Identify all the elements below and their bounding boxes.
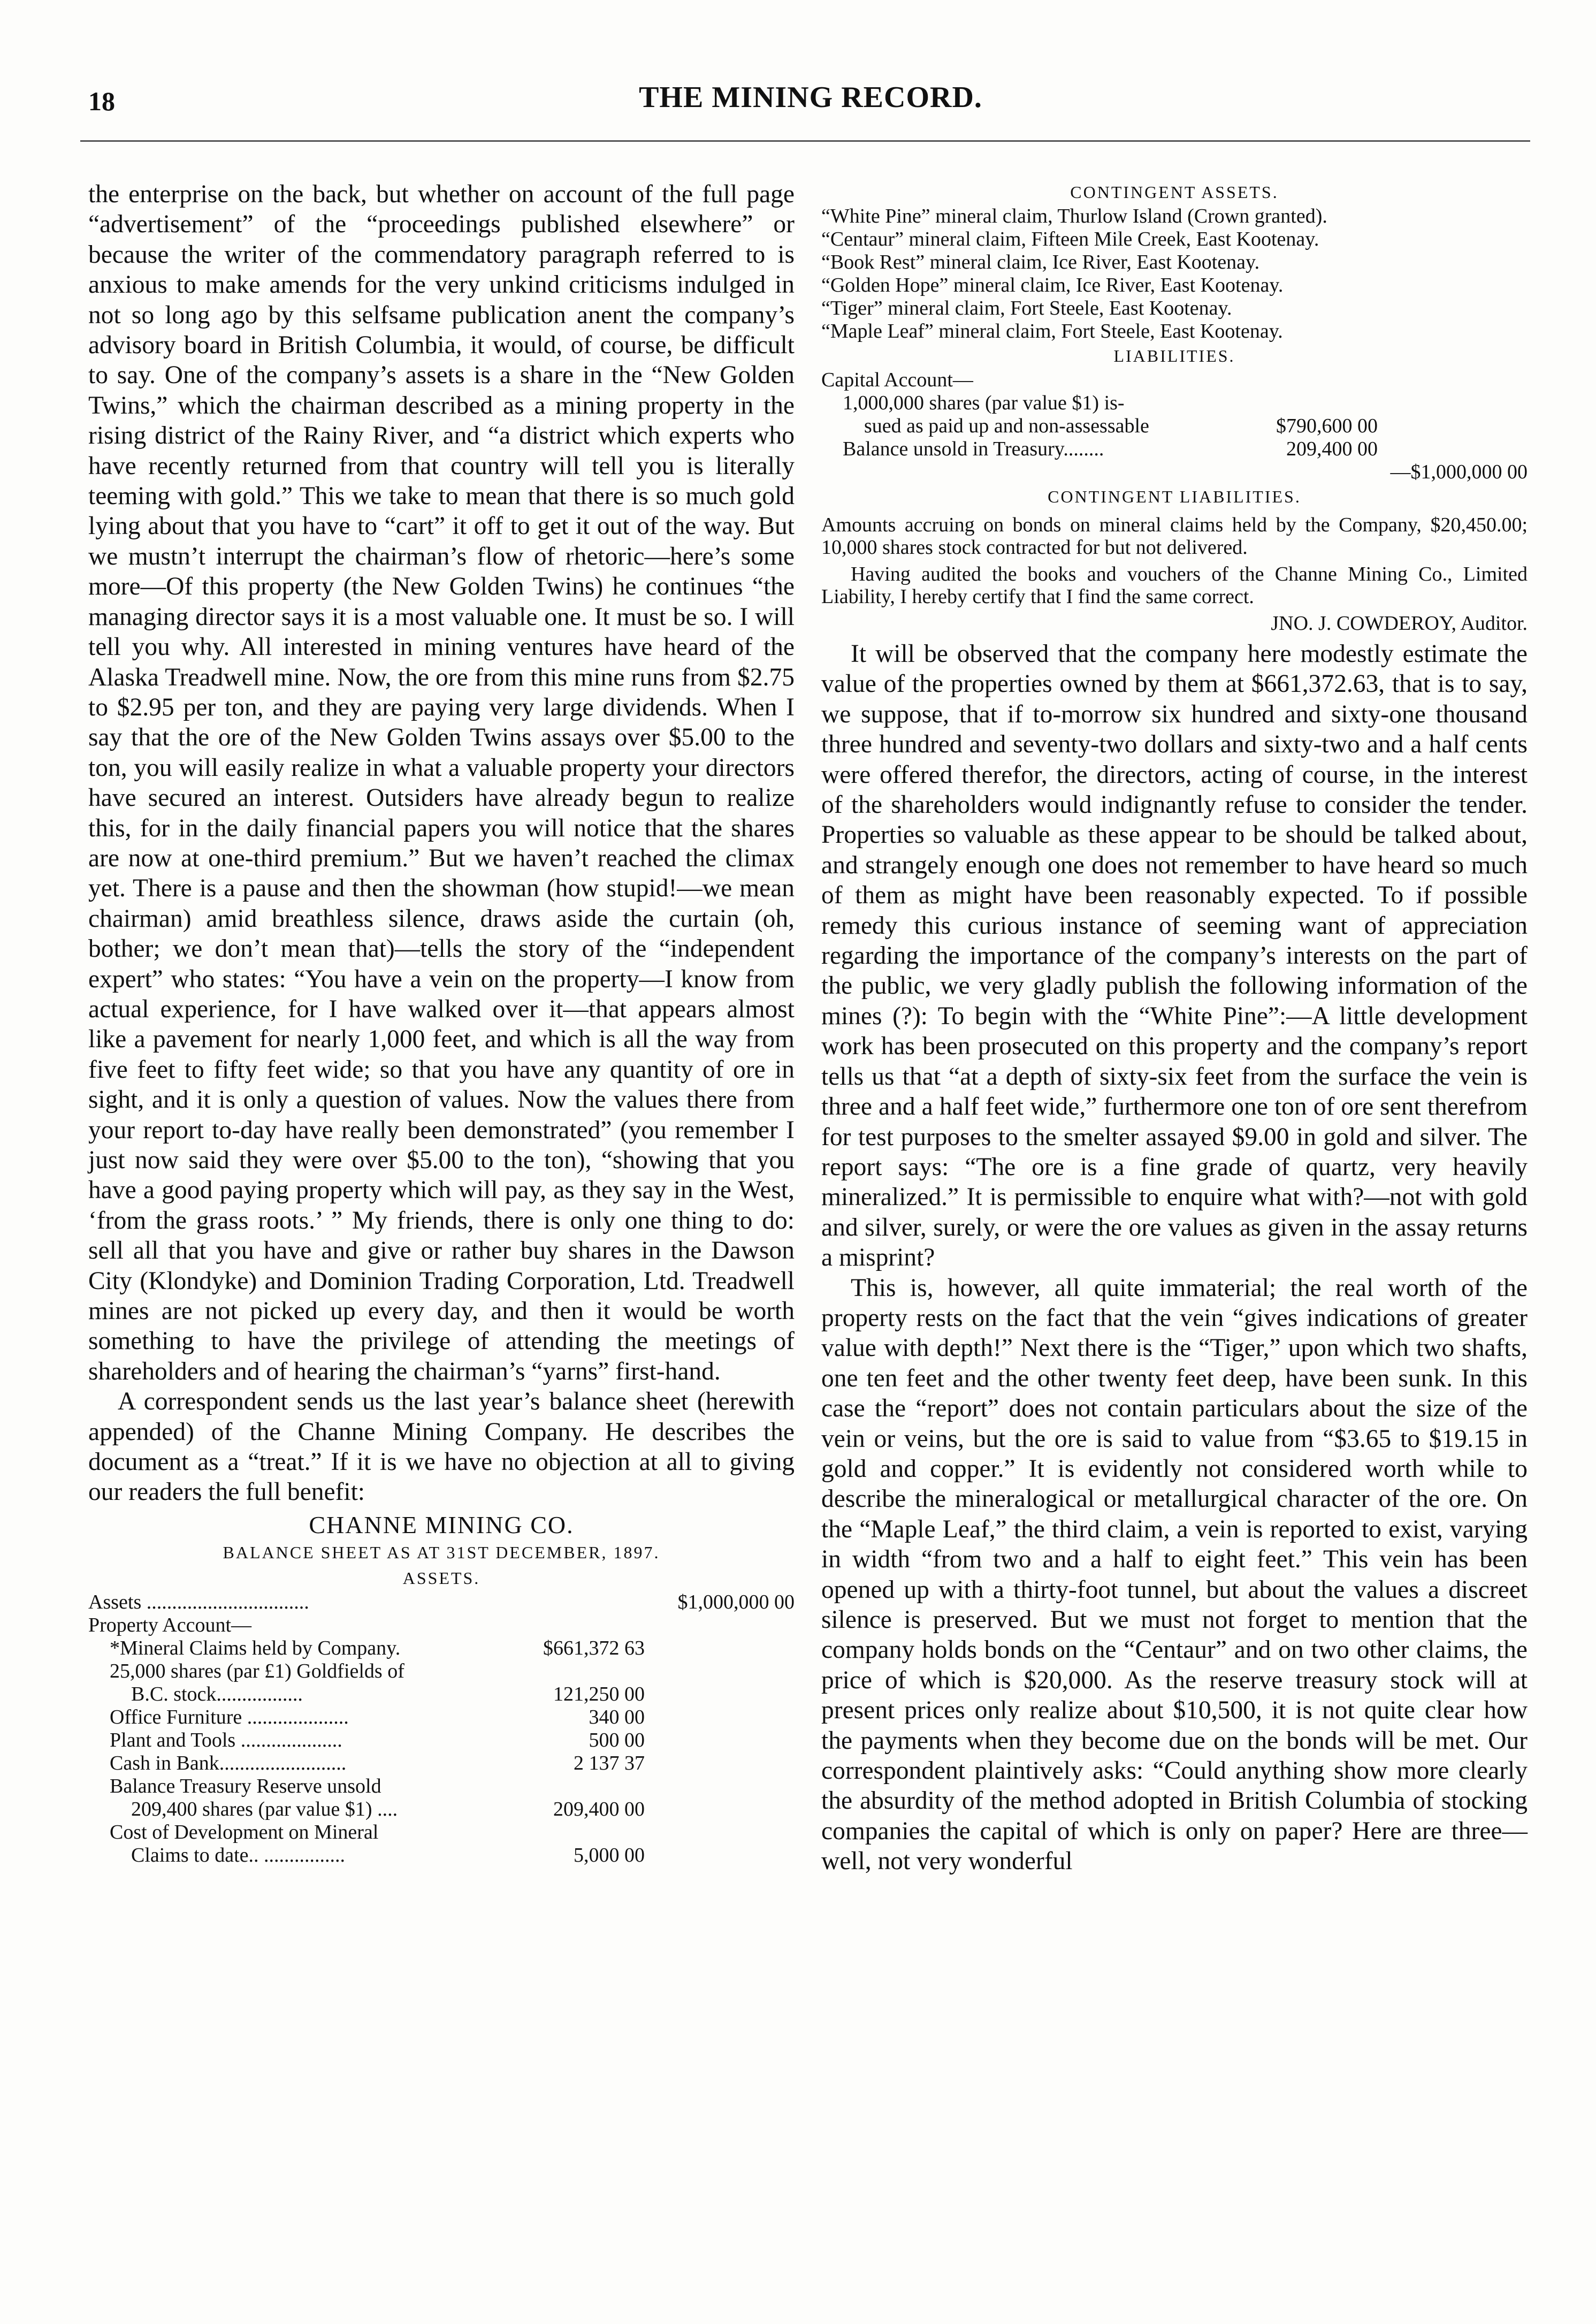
- ledger-row: [88, 1729, 795, 1752]
- contingent-asset-item: “Centaur” mineral claim, Fifteen Mile Creek, East Kootenay.: [821, 228, 1319, 250]
- ledger-amount: [516, 1614, 645, 1637]
- ledger-row: [88, 1844, 795, 1867]
- contingent-asset-item: “Tiger” mineral claim, Fort Steele, East Kootenay.: [821, 297, 1232, 319]
- ledger-label: Office Furniture ....................: [110, 1705, 349, 1728]
- contingent-liabilities-text: Amounts accruing on bonds on mineral claims held by the Company, $20,450.00; 10,000 shares stock contracted for but not delivered.: [821, 514, 1528, 559]
- ledger-label: Capital Account—: [821, 369, 973, 391]
- ledger-label: Cost of Development on Mineral: [110, 1820, 379, 1843]
- ledger-label: sued as paid up and non-assessable: [864, 415, 1149, 437]
- ledger-total: [1378, 369, 1528, 392]
- ledger-label: [821, 461, 1249, 484]
- ledger-amount: 209,400 00: [1286, 438, 1378, 460]
- ledger-label: Assets ................................: [88, 1590, 309, 1613]
- contingent-asset-item: “Book Rest” mineral claim, Ice River, East Kootenay.: [821, 251, 1260, 273]
- ledger-label: Cash in Bank.........................: [110, 1751, 347, 1774]
- ledger-total: [645, 1729, 795, 1752]
- contingent-liabilities-heading: CONTINGENT LIABILITIES.: [1048, 487, 1301, 506]
- ledger-total: [645, 1844, 795, 1867]
- ledger-total: [1378, 392, 1528, 415]
- ledger-label: B.C. stock.................: [131, 1682, 303, 1705]
- ledger-row: [88, 1775, 795, 1798]
- page-header: [88, 80, 1533, 128]
- ledger-row: [821, 392, 1528, 415]
- ledger-amount: 209,400 00: [553, 1797, 645, 1820]
- ledger-amount: $661,372 63: [543, 1636, 645, 1659]
- article-paragraph: It will be observed that the company here modestly estimate the value of the properties owned by them at $661,372.63, that is to say, we suppose, that if to-morrow six hundred and sixty-one thousand three hundred and seventy-two dollars and sixty-two and a half cents were offered therefor, the directors, acting of course, in the interest of the shareholders would indignantly refuse to consider the tender. Properties so valuable as these appear to be should be talked about, and strangely enough one does not remember to have heard so much of them as might have been reasonably expected. To if possible remedy this curious instance of seeming want of appreciation regarding the importance of the company’s interests on the part of the public, we very gladly publish the following information of the mines (?): To begin with the “White Pine”:—A little development work has been prosecuted on this property and the company’s report tells us that “at a depth of sixty-six feet from the surface the vein is three and a half feet wide,” furthermore one ton of ore sent therefrom for test purposes to the smelter assayed $9.00 in gold and silver. The report says: “The ore is a fine grade of quartz, very heavily mineralized.” It is permissible to enquire what with?—not with gold and silver, surely, or were the ore values as given in the assay returns a misprint?: [821, 640, 1528, 1272]
- ledger-row: [88, 1637, 795, 1660]
- left-column: [88, 179, 795, 1867]
- ledger-label: *Mineral Claims held by Company.: [110, 1636, 401, 1659]
- ledger-total: [645, 1660, 795, 1683]
- ledger-label: Property Account—: [88, 1613, 252, 1636]
- ledger-row: [88, 1683, 795, 1706]
- ledger-amount: 2 137 37: [574, 1751, 645, 1774]
- article-paragraph: A correspondent sends us the last year’s balance sheet (herewith appended) of the Channe Mining Company. He describes the document as a “treat.” If it is we have no objection at all to giving our readers the full benefit:: [88, 1388, 795, 1506]
- auditor-signature: JNO. J. COWDEROY, Auditor.: [1271, 612, 1528, 635]
- ledger-amount: [516, 1591, 645, 1614]
- ledger-total: [1378, 438, 1528, 461]
- ledger-amount: 5,000 00: [574, 1843, 645, 1866]
- ledger-row: [88, 1614, 795, 1637]
- assets-table: [88, 1591, 795, 1867]
- ledger-total: $1,000,000 00: [677, 1590, 795, 1613]
- ledger-total: [645, 1752, 795, 1775]
- ledger-row: [821, 461, 1528, 484]
- article-paragraph: This is, however, all quite immaterial; the real worth of the property rests on the fact that the vein “gives indications of greater value with depth!” Next there is the “Tiger,” upon which two shafts, one ten feet and the other twenty feet deep, have been sunk. In this case the “report” does not contain particulars about the size of the vein or veins, but the ore is said to value from “$3.65 to $19.15 in gold and copper.” It is evidently not considered worth while to describe the mineralogical or metallurgical character of the ore. On the “Maple Leaf,” the third claim, a vein is reported to exist, varying in width “from two and a half to eight feet.” This vein has been opened up with a thirty-foot tunnel, but about the values a discreet silence is preserved. But we must not forget to mention that the company holds bonds on the “Centaur” and on two other claims, the price of which is $20,000. As the reserve treasury stock will at present prices only realize about $10,500, it is not quite clear how the payments when they become due on the bonds will be met. Our correspondent plaintively asks: “Could anything show more clearly the absurdity of the method adopted in British Columbia of stocking companies the capital of which is only on paper? Here are three—well, not very wonderful: [821, 1274, 1528, 1876]
- ledger-amount: [516, 1821, 645, 1844]
- ledger-total: [645, 1706, 795, 1729]
- ledger-row: [821, 438, 1528, 461]
- contingent-assets-list: [821, 205, 1528, 343]
- ledger-total: [645, 1775, 795, 1798]
- ledger-label: Balance Treasury Reserve unsold: [110, 1774, 381, 1797]
- article-paragraph: the enterprise on the back, but whether on account of the full page “advertisement” of the “proceedings published elsewhere” or because the writer of the commendatory paragraph referred to is anxious to make amends for the very unkind criticisms indulged in not so long ago by this selfsame publication anent the company’s advisory board in British Columbia, it would, of course, be difficult to say. One of the company’s assets is a share in the “New Golden Twins,” which the chairman described as a mining property in the rising district of the Rainy River, and “a district which experts who have recently returned from that country will tell you is literally teeming with gold.” This we take to mean that there is so much gold lying about that you have to “cart” it off to get it out of the way. But we mustn’t interrupt the chairman’s flow of rhetoric—here’s some more—Of this property (the New Golden Twins) he continues “the managing director says it is a most valuable one. It must be so. I will tell you why. All interested in mining ventures have heard of the Alaska Treadwell mine. Now, the ore from this mine runs from $2.75 to $2.95 per ton, and they are paying very large dividends. When I say that the ore of the New Golden Twins assays over $5.00 to the ton, you will easily realize in what a valuable property your directors have secured an interest. Outsiders have already begun to realize this, for in the daily financial papers you will notice that the shares are now at one-third premium.” But we haven’t reached the climax yet. There is a pause and then the showman (how stupid!—we mean chairman) amid breathless silence, draws aside the curtain (oh, bother; we don’t mean that)—tells the story of the “independent expert” who states: “You have a vein on the property—I know from actual experience, for I have walked over it—that appears almost like a pavement for nearly 1,000 feet, and which is all the way from five feet to fifty feet wide; so that you have any quantity of ore in sight, and it is only a question of values. Now the values there from your report to-day have really been demonstrated” (you remember I just now said they were over $5.00 to the ton), “showing that you have a good paying property which will pay, as they say in the West, ‘from the grass roots.’ ” My friends, there is only one thing to do: sell all that you have and give or rather buy shares in the Dawson City (Klondyke) and Dominion Trading Corporation, Ltd. Treadwell mines are not picked up every day, and then it would be worth something to have the privilege of attending the meetings of shareholders and of hearing the chairman’s “yarns” first-hand.: [88, 180, 795, 1385]
- ledger-row: [88, 1591, 795, 1614]
- ledger-label: Plant and Tools ....................: [110, 1728, 342, 1751]
- ledger-row: [88, 1821, 795, 1844]
- contingent-asset-item: “Golden Hope” mineral claim, Ice River, East Kootenay.: [821, 274, 1284, 296]
- ledger-row: [821, 415, 1528, 438]
- ledger-label: Balance unsold in Treasury........: [843, 438, 1104, 460]
- ledger-total: [1378, 415, 1528, 438]
- ledger-label: Claims to date.. ................: [131, 1843, 346, 1866]
- ledger-total: —$1,000,000 00: [1390, 461, 1528, 483]
- ledger-row: [88, 1798, 795, 1821]
- journal-title: THE MINING RECORD.: [639, 81, 982, 114]
- audit-statement: Having audited the books and vouchers of the Channe Mining Co., Limited Liability, I hereby certify that I find the same correct.: [821, 563, 1528, 608]
- ledger-amount: [516, 1660, 645, 1683]
- ledger-amount: 340 00: [589, 1705, 645, 1728]
- ledger-amount: $790,600 00: [1276, 415, 1378, 437]
- liabilities-table: [821, 369, 1528, 484]
- ledger-row: [821, 369, 1528, 392]
- ledger-row: [88, 1660, 795, 1683]
- ledger-amount: [516, 1775, 645, 1798]
- liabilities-heading: LIABILITIES.: [1113, 346, 1235, 365]
- header-rule: [80, 140, 1530, 142]
- ledger-label: 1,000,000 shares (par value $1) is-: [843, 392, 1125, 414]
- ledger-total: [645, 1821, 795, 1844]
- ledger-amount: [1249, 461, 1378, 484]
- ledger-total: [645, 1614, 795, 1637]
- page-number: 18: [88, 86, 115, 116]
- ledger-label: 209,400 shares (par value $1) ....: [131, 1797, 398, 1820]
- assets-heading: ASSETS.: [402, 1568, 480, 1588]
- ledger-amount: [1249, 392, 1378, 415]
- ledger-row: [88, 1706, 795, 1729]
- ledger-amount: 121,250 00: [553, 1682, 645, 1705]
- right-column: [821, 179, 1528, 1877]
- ledger-row: [88, 1752, 795, 1775]
- ledger-total: [645, 1637, 795, 1660]
- ledger-label: 25,000 shares (par £1) Goldfields of: [110, 1659, 404, 1682]
- contingent-assets-heading: CONTINGENT ASSETS.: [1070, 182, 1279, 202]
- contingent-asset-item: “White Pine” mineral claim, Thurlow Island (Crown granted).: [821, 205, 1327, 227]
- ledger-total: [645, 1798, 795, 1821]
- balance-sheet-subtitle: BALANCE SHEET AS AT 31ST DECEMBER, 1897.: [223, 1542, 660, 1562]
- contingent-asset-item: “Maple Leaf” mineral claim, Fort Steele, East Kootenay.: [821, 320, 1283, 342]
- ledger-amount: [1249, 369, 1378, 392]
- ledger-amount: 500 00: [589, 1728, 645, 1751]
- ledger-total: [645, 1683, 795, 1706]
- balance-sheet-company: CHANNE MINING CO.: [309, 1511, 574, 1538]
